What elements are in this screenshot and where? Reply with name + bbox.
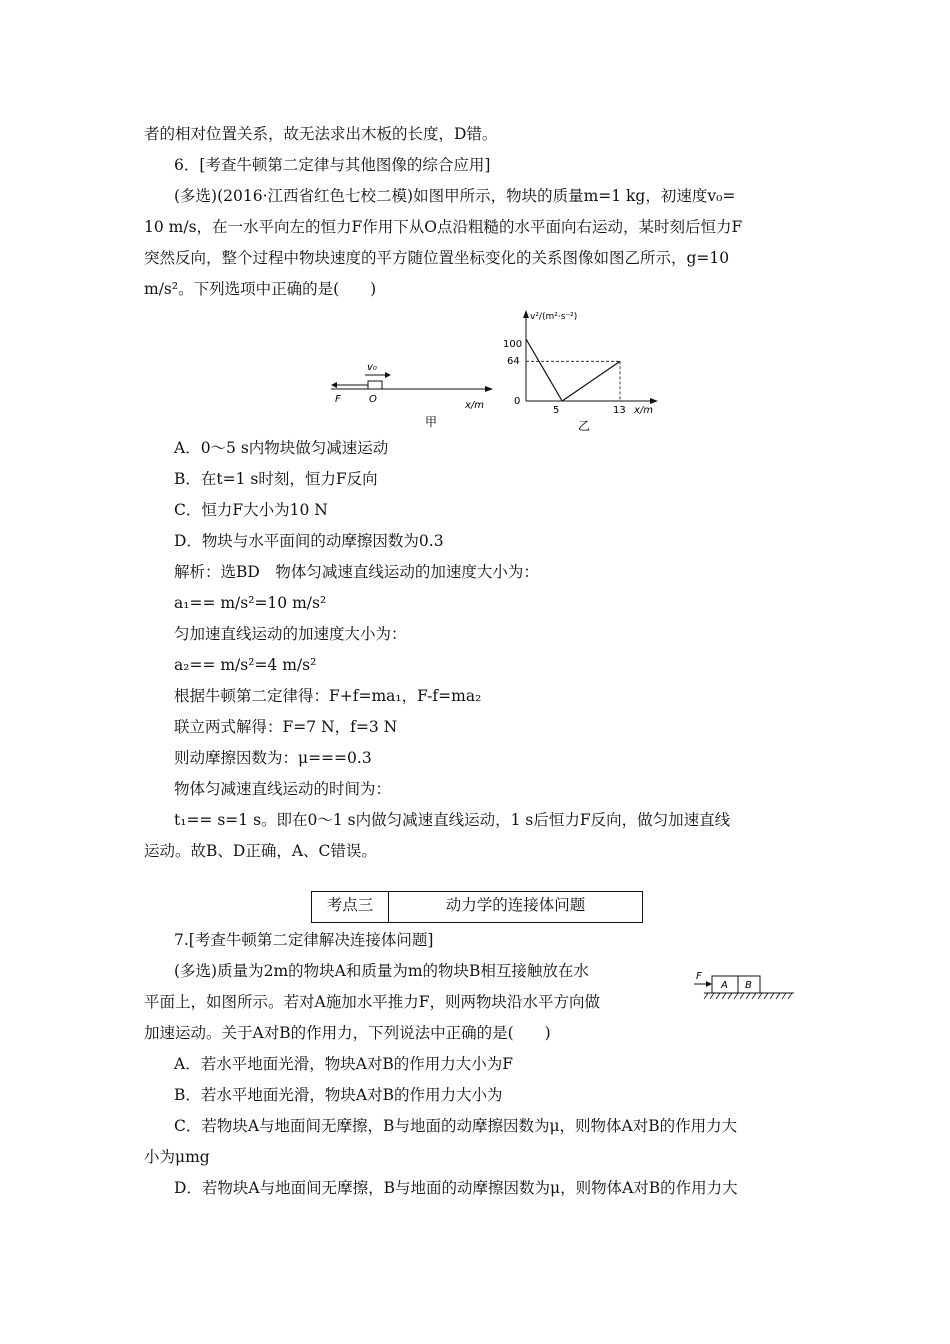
question-6-stem-3: 突然反向，整个过程中物块速度的平方随位置坐标变化的关系图像如图乙所示，g=10 xyxy=(144,249,730,267)
option-7c-2: 小为μmg xyxy=(144,1148,210,1166)
section-label: 考点三 xyxy=(312,892,389,922)
figure-blocks xyxy=(696,966,800,1006)
x-tick-5: 5 xyxy=(553,405,560,416)
solution-a1: a₁== m/s²=10 m/s² xyxy=(174,594,327,612)
option-7c-1: C．若物块A与地面间无摩擦，B与地面的动摩擦因数为μ，则物体A对B的作用力大 xyxy=(174,1117,738,1135)
solution-t1: t₁== s=1 s。即在0～1 s内做匀减速直线运动，1 s后恒力F反向，做匀加速直线 xyxy=(174,811,731,829)
y-tick-64: 64 xyxy=(507,356,520,367)
solution-a2: a₂== m/s²=4 m/s² xyxy=(174,656,317,674)
option-6b: B．在t=1 s时刻，恒力F反向 xyxy=(174,470,378,488)
series-segment-accel xyxy=(562,361,620,401)
solution-result: 联立两式解得：F=7 N，f=3 N xyxy=(174,718,398,736)
force-label: F xyxy=(335,394,341,405)
axis-label: x/m xyxy=(465,400,485,411)
question-6-title: 6．[考查牛顿第二定律与其他图像的综合应用] xyxy=(174,156,491,174)
solution-conclusion: 运动。故B、D正确，A、C错误。 xyxy=(144,842,377,860)
origin-label: O xyxy=(369,394,377,405)
question-6-stem-1: (多选)(2016·江西省红色七校二模)如图甲所示，物块的质量m=1 kg，初速度v₀= xyxy=(174,187,736,205)
caption-jia: 甲 xyxy=(425,415,438,429)
option-6d: D．物块与水平面间的动摩擦因数为0.3 xyxy=(174,532,444,550)
question-7-stem-1: (多选)质量为2m的物块A和质量为m的物块B相互接触放在水 xyxy=(174,962,589,980)
option-7d: D．若物块A与地面间无摩擦，B与地面的动摩擦因数为μ，则物体A对B的作用力大 xyxy=(174,1179,738,1197)
origin-tick: 0 xyxy=(514,396,521,407)
y-tick-100: 100 xyxy=(503,339,523,350)
x-tick-13: 13 xyxy=(613,405,626,416)
figure-jia xyxy=(325,350,500,430)
y-axis-label: v²/(m²·s⁻²) xyxy=(530,312,578,322)
text-line-continuation: 者的相对位置关系，故无法求出木板的长度，D错。 xyxy=(144,125,498,143)
solution-line-8: 物体匀减速直线运动的时间为： xyxy=(174,780,392,798)
solution-newton: 根据牛顿第二定律得：F+f=ma₁，F-f=ma₂ xyxy=(174,687,482,705)
question-7-stem-3: 加速运动。关于A对B的作用力，下列说法中正确的是( ) xyxy=(144,1024,551,1042)
option-7a: A．若水平地面光滑，物块A对B的作用力大小为F xyxy=(174,1055,514,1073)
question-6-stem-2: 10 m/s，在一水平向左的恒力F作用下从O点沿粗糙的水平面向右运动，某时刻后恒力F xyxy=(144,218,743,236)
velocity-label: v₀ xyxy=(367,362,377,373)
block-force-label: F xyxy=(696,971,702,982)
figure-yi-chart xyxy=(500,306,670,434)
solution-intro: 解析：选BD 物体匀减速直线运动的加速度大小为： xyxy=(174,563,539,581)
x-axis-label: x/m xyxy=(634,405,654,416)
question-7-title: 7.[考查牛顿第二定律解决连接体问题] xyxy=(174,931,434,949)
question-7-stem-2: 平面上，如图所示。若对A施加水平推力F，则两物块沿水平方向做 xyxy=(144,993,600,1011)
section-title: 动力学的连接体问题 xyxy=(445,896,586,914)
section-header-box xyxy=(311,891,643,923)
solution-line-3: 匀加速直线运动的加速度大小为： xyxy=(174,625,407,643)
block-b-label: B xyxy=(745,980,752,991)
block-a-label: A xyxy=(721,980,728,991)
series-segment-decel xyxy=(526,339,562,401)
solution-mu: 则动摩擦因数为：μ===0.3 xyxy=(174,749,372,767)
question-6-stem-4: m/s²。下列选项中正确的是( ) xyxy=(144,280,377,298)
caption-yi: 乙 xyxy=(578,419,591,433)
option-6c: C．恒力F大小为10 N xyxy=(174,501,328,519)
option-6a: A．0～5 s内物块做匀减速运动 xyxy=(174,439,389,457)
option-7b: B．若水平地面光滑，物块A对B的作用力大小为 xyxy=(174,1086,503,1104)
